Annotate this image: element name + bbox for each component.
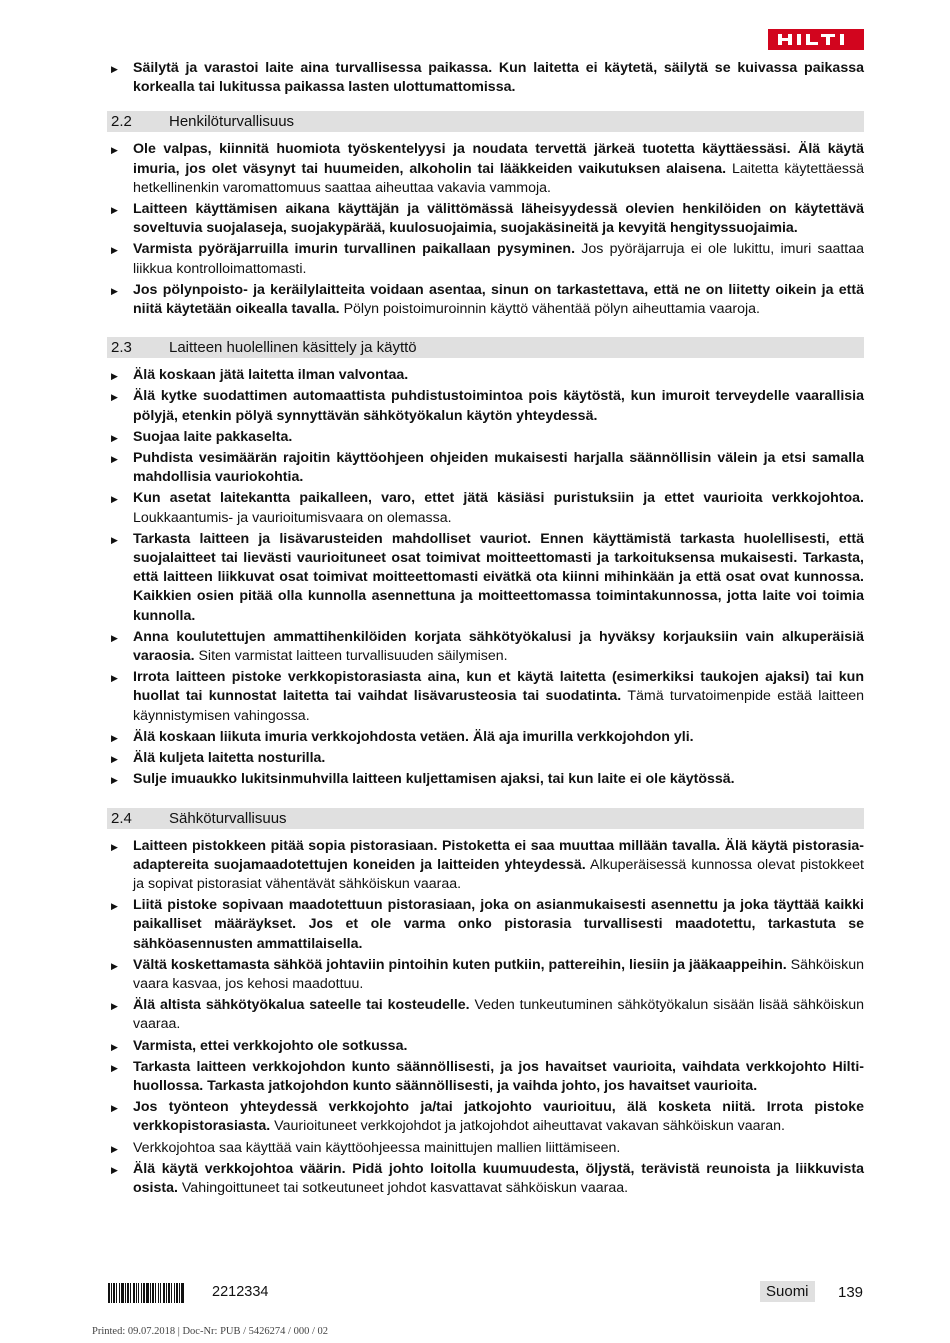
explanation-text: Vahingoittuneet tai sotkeutuneet johdot kasvattavat sähköiskun vaaraa. [177,1179,629,1196]
list-item [107,449,864,487]
bullet-arrow-icon: ▶ [111,901,118,912]
bullet-arrow-icon: ▶ [111,205,118,216]
barcode-image [108,1283,185,1303]
bullet-arrow-icon: ▶ [111,145,118,156]
instruction-text: Älä käytä verkkojohtoa väärin. Pidä johto loitolla kuumuudesta, öljystä, terävistä reunoista ja liikkuvista osista. [133,1160,864,1196]
bullet-arrow-icon: ▶ [111,1143,118,1154]
list-item [107,837,864,895]
list-item [107,668,864,726]
document-code: 2212334 [212,1284,269,1300]
bullet-arrow-icon: ▶ [111,285,118,296]
bullet-arrow-icon: ▶ [111,960,118,971]
section-heading [107,337,864,358]
explanation-text: Tämä turvatoimenpide estää laitteen käynnistymisen vahingossa. [133,688,864,724]
list-item [107,140,864,198]
instruction-text: Älä koskaan liikuta imuria verkkojohdosta vetäen. Älä aja imurilla verkkojohdon yli. [133,728,694,745]
list-item [107,281,864,319]
instruction-text: Tarkasta laitteen verkkojohdon kunto säännöllisesti, ja jos havaitset vaurioita, vaihdata verkkojohto Hilti-huollossa. Tarkasta jatkojohdon kunto säännöllisesti, ja vaihda johto, jos havaitset vaurioita. [133,1058,864,1094]
section-heading [107,808,864,829]
page-content [107,59,864,1216]
instruction-text: Jos työnteon yhteydessä verkkojohto ja/tai jatkojohto vaurioituu, älä kosketa niitä. Irrota pistoke verkkopistorasiasta. [133,1099,864,1135]
bullet-arrow-icon: ▶ [111,392,118,403]
section-heading [107,111,864,132]
hilti-logo [768,29,864,50]
explanation-text: Alkuperäisessä kunnossa olevat pistokkeet ja sopivat pistorasiat vähentävät sähköiskun vaaraa. [133,856,864,892]
language-label: Suomi [760,1281,815,1302]
section-number: 2.4 [111,809,132,827]
bullet-arrow-icon: ▶ [111,1001,118,1012]
bullet-list [107,140,864,319]
section-title: Sähköturvallisuus [169,809,287,827]
list-item [107,770,864,789]
section-number: 2.3 [111,339,132,357]
bullet-list [107,59,864,97]
hilti-wordmark-icon [776,33,856,46]
instruction-text: Säilytä ja varastoi laite aina turvallisessa paikassa. Kun laitetta ei käytetä, säilytä se kuivassa paikassa korkealla tai lukitussa paikassa lasten ulottumattomissa. [133,60,864,96]
bullet-list [107,837,864,1199]
instruction-text: Varmista pyöräjarruilla imurin turvallinen paikallaan pysyminen. [133,241,576,258]
bullet-list [107,366,864,789]
list-item [107,1037,864,1056]
list-item [107,1139,864,1158]
explanation-text: Jos pyöräjarruja ei ole lukittu, imuri saattaa liikkua kontrolloimattomasti. [133,241,865,277]
instruction-text: Liitä pistoke sopivaan maadotettuun pistorasiaan, joka on asianmukaisesti asennettu ja joka täyttää kaikki paikalliset määräykset. Jos et ole varma onko pistorasia turvallisesti maadotettu, tarkastuta se sähköasennusten ammattilaisella. [133,897,864,952]
bullet-arrow-icon: ▶ [111,245,118,256]
bullet-arrow-icon: ▶ [111,841,118,852]
bullet-arrow-icon: ▶ [111,1062,118,1073]
bullet-arrow-icon: ▶ [111,1164,118,1175]
list-item [107,1160,864,1198]
list-item [107,530,864,626]
bullet-arrow-icon: ▶ [111,432,118,443]
instruction-text: Laitteen pistokkeen pitää sopia pistorasiaan. Pistoketta ei saa muuttaa millään tavalla. Älä käytä pistorasia-adaptereita suojamaadotettujen koneiden ja laitteiden yhteydessä. [133,837,864,873]
section-number: 2.2 [111,113,132,131]
bullet-arrow-icon: ▶ [111,534,118,545]
list-item [107,59,864,97]
explanation-text: Sähköiskun vaara kasvaa, jos kehosi maadottuu. [133,956,865,992]
bullet-arrow-icon: ▶ [111,754,118,765]
explanation-text: Verkkojohtoa saa käyttää vain käyttöohjeessa mainittujen mallien liittämiseen. [133,1139,621,1156]
explanation-text: Pölyn poistoimuroinnin käyttö vähentää pölyn aiheuttamia vaaroja. [339,301,760,318]
list-item [107,956,864,994]
list-item [107,1098,864,1136]
list-item [107,996,864,1034]
print-info: Printed: 09.07.2018 | Doc-Nr: PUB / 5426274 / 000 / 02 [92,1326,329,1337]
list-item [107,428,864,447]
list-item [107,628,864,666]
section-title: Laitteen huolellinen käsittely ja käyttö [169,339,417,357]
instruction-text: Ole valpas, kiinnitä huomiota työskentelyysi ja noudata tervettä järkeä tuotetta käyttäessäsi. Älä käytä imuria, jos olet väsynyt tai huumeiden, alkoholin tai lääkkeiden vaikutuksen alaisena. [133,141,864,177]
list-item [107,489,864,527]
bullet-arrow-icon: ▶ [111,673,118,684]
list-item [107,1058,864,1096]
instruction-text: Irrota laitteen pistoke verkkopistorasiasta aina, kun et käytä laitetta (esimerkiksi taukojen ajaksi) tai kun huollat tai kunnostat laitetta tai vaihdat lisävarusteosia tai suodatinta. [133,669,864,705]
list-item [107,728,864,747]
instruction-text: Anna koulutettujen ammattihenkilöiden korjata sähkötyökalusi ja hyväksy korjauksiin vain alkuperäisiä varaosia. [133,628,864,665]
list-item [107,240,864,278]
list-item [107,387,864,425]
explanation-text: Loukkaantumis- ja vaurioitumisvaara on olemassa. [133,509,452,526]
list-item [107,896,864,954]
bullet-arrow-icon: ▶ [111,632,118,643]
instruction-text: Älä kytke suodattimen automaattista puhdistustoimintoa pois käytöstä, kun imuroit terveydelle vaarallisia pölyjä, etenkin pölyä synnyttävän sähkötyökalun käytön yhteydessä. [133,388,864,424]
instruction-text: Suojaa laite pakkaselta. [133,428,293,445]
instruction-text: Puhdista vesimäärän rajoitin käyttöohjeen ohjeiden mukaisesti harjalla säännöllisin välein ja etsi samalla mahdollisia vauriokohtia. [133,450,864,486]
instruction-text: Varmista, ettei verkkojohto ole sotkussa. [133,1037,408,1054]
list-item [107,200,864,238]
list-item [107,749,864,768]
instruction-text: Älä kuljeta laitetta nosturilla. [133,750,326,767]
bullet-arrow-icon: ▶ [111,494,118,505]
instruction-text: Sulje imuaukko lukitsinmuhvilla laitteen kuljettamisen ajaksi, tai kun laite ei ole käytössä. [133,771,735,788]
list-item [107,366,864,385]
instruction-text: Kun asetat laitekantta paikalleen, varo, ettet jätä käsiäsi puristuksiin ja ettet vaurioita verkkojohtoa. [133,490,864,507]
instruction-text: Vältä koskettamasta sähköä johtaviin pintoihin kuten putkiin, pattereihin, liesiin ja jääkaappeihin. [133,956,787,973]
explanation-text: Siten varmistat laitteen turvallisuuden säilymisen. [194,648,508,665]
bullet-arrow-icon: ▶ [111,64,118,74]
instruction-text: Tarkasta laitteen ja lisävarusteiden mahdolliset vauriot. Ennen käyttämistä tarkasta huolellisesti, että suojalaitteet tai lievästi vaurioituneet osat toimivat moitteettomasti ja tarkoituksensa mukaisesti. Tarkasta, että laitteen liikkuvat osat toimivat moitteettomasti eivätkä ota kiinni mihinkään ja että osat ovat kunnossa. Kaikkien osien pitää olla kunnolla asennettuna ja moitteettomassa toimintakunnossa, jotta laite voi toimia kunnolla. [133,530,864,624]
instruction-text: Laitteen käyttämisen aikana käyttäjän ja välittömässä läheisyydessä olevien henkilöiden on käytettävä soveltuvia suojalaseja, suojakypärää, kuulosuojaimia, suojakäsineitä ja kevyitä hengityssuojaimia. [133,201,864,237]
explanation-text: Vaurioituneet verkkojohdot ja jatkojohdot aiheuttavat vakavan sähköiskun vaaran. [270,1118,785,1135]
bullet-arrow-icon: ▶ [111,1103,118,1114]
instruction-text: Jos pölynpoisto- ja keräilylaitteita voidaan asentaa, sinun on tarkastettava, että ne on liitetty oikein ja että niitä käytetään oikealla tavalla. [133,281,864,318]
explanation-text: Veden tunkeutuminen sähkötyökalun sisään lisää sähköiskun vaaraa. [133,997,864,1033]
section-title: Henkilöturvallisuus [169,113,295,131]
bullet-arrow-icon: ▶ [111,1041,118,1052]
bullet-arrow-icon: ▶ [111,732,118,743]
explanation-text: Laitetta käytettäessä hetkellinenkin varomattomuus saattaa aiheuttaa vakavia vammoja. [133,160,864,196]
bullet-arrow-icon: ▶ [111,371,118,382]
bullet-arrow-icon: ▶ [111,775,118,786]
page-number: 139 [838,1284,864,1301]
instruction-text: Älä altista sähkötyökalua sateelle tai kosteudelle. [133,997,470,1014]
bullet-arrow-icon: ▶ [111,454,118,465]
instruction-text: Älä koskaan jätä laitetta ilman valvontaa. [133,367,409,384]
